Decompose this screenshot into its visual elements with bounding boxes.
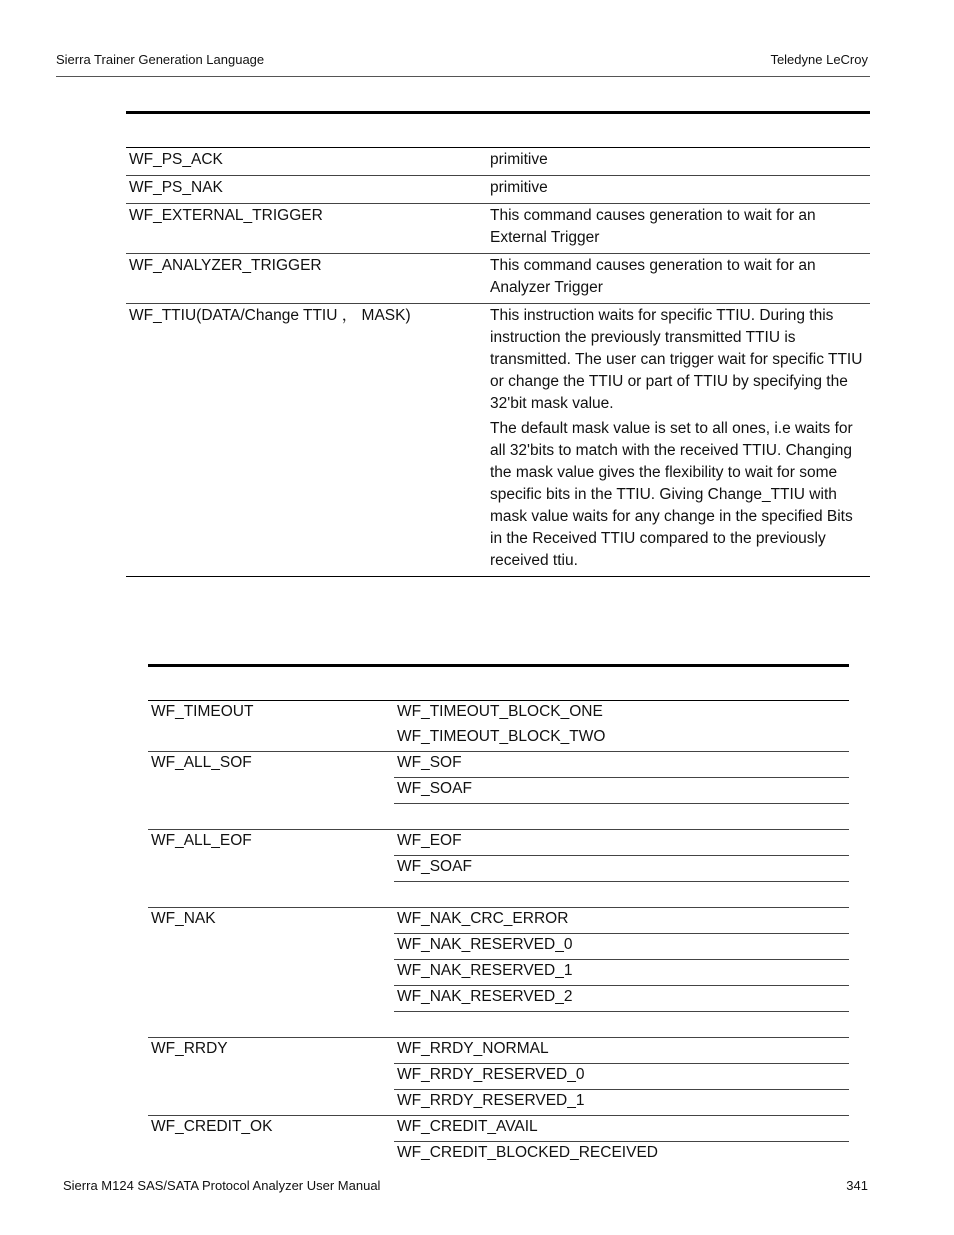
group-name: WF_ALL_SOF <box>148 752 394 830</box>
description-paragraph: This command causes generation to wait for an Analyzer Trigger <box>490 257 816 296</box>
table-row <box>148 752 849 778</box>
table-row <box>126 148 870 176</box>
running-header-company: Teledyne LeCroy <box>770 52 868 67</box>
command-description <box>487 304 870 577</box>
description-paragraph: This command causes generation to wait for an External Trigger <box>490 207 816 246</box>
table-row <box>148 908 849 934</box>
group-member: WF_TIMEOUT_BLOCK_TWO <box>394 726 849 752</box>
group-member: WF_NAK_RESERVED_0 <box>394 934 849 960</box>
wait-for-commands-table <box>126 111 870 577</box>
group-member <box>394 882 849 908</box>
group-name: WF_RRDY <box>148 1038 394 1116</box>
group-member: WF_EOF <box>394 830 849 856</box>
command-name: WF_ANALYZER_TRIGGER <box>126 254 487 304</box>
description-paragraph: The default mask value is set to all ones, i.e waits for all 32'bits to match with the received TTIU. Changing the mask value gives the flexibility to wait for some specific bits in the TTIU. Giving Change_TTIU with mask value waits for any change in the specified Bits in the Received TTIU compared to the previously received ttiu. <box>490 420 853 569</box>
group-member: WF_RRDY_RESERVED_0 <box>394 1064 849 1090</box>
group-member: WF_CREDIT_AVAIL <box>394 1116 849 1142</box>
group-member: WF_SOAF <box>394 778 849 804</box>
table-row <box>126 176 870 204</box>
wait-for-groups-table <box>148 664 849 1167</box>
group-member <box>394 804 849 830</box>
table-row <box>126 204 870 254</box>
command-name: WF_PS_NAK <box>126 176 487 204</box>
description-paragraph: primitive <box>490 151 548 168</box>
running-header-title: Sierra Trainer Generation Language <box>56 52 265 67</box>
table-row <box>148 1038 849 1064</box>
description-paragraph: This instruction waits for specific TTIU. During this instruction the previously transmitted TTIU is transmitted. The user can trigger wait for specific TTIU or change the TTIU or part of TTIU by specifying the 32'bit mask value. <box>490 307 863 412</box>
group-member: WF_NAK_CRC_ERROR <box>394 908 849 934</box>
description-paragraph: primitive <box>490 179 548 196</box>
group-member: WF_TIMEOUT_BLOCK_ONE <box>397 703 603 720</box>
table-row <box>126 254 870 304</box>
group-member: WF_RRDY_NORMAL <box>394 1038 849 1064</box>
group-member: WF_NAK_RESERVED_2 <box>394 986 849 1012</box>
command-description <box>487 176 870 204</box>
command-description <box>487 204 870 254</box>
command-description <box>487 254 870 304</box>
group-member: WF_RRDY_RESERVED_1 <box>394 1090 849 1116</box>
command-description <box>487 148 870 176</box>
group-name: WF_CREDIT_OK <box>148 1116 394 1168</box>
table-header-row <box>148 666 849 701</box>
command-name: WF_PS_ACK <box>126 148 487 176</box>
header-rule <box>56 76 870 77</box>
group-member <box>394 1012 849 1038</box>
command-name: WF_TTIU(DATA/Change TTIU ， MASK) <box>126 304 487 577</box>
footer-manual-title: Sierra M124 SAS/SATA Protocol Analyzer User Manual <box>63 1178 381 1193</box>
table-row <box>148 830 849 856</box>
group-member: WF_SOF <box>394 752 849 778</box>
table-header-row <box>126 113 870 148</box>
command-name: WF_EXTERNAL_TRIGGER <box>126 204 487 254</box>
group-member: WF_SOAF <box>394 856 849 882</box>
group-member: WF_NAK_RESERVED_1 <box>394 960 849 986</box>
group-name: WF_ALL_EOF <box>148 830 394 908</box>
table-row <box>126 304 870 577</box>
table-body <box>126 148 870 577</box>
page-number: 341 <box>846 1178 868 1193</box>
table-body <box>148 701 849 1168</box>
group-name: WF_TIMEOUT <box>151 703 254 720</box>
table-row <box>148 701 849 727</box>
table-row <box>148 1116 849 1142</box>
group-name: WF_NAK <box>148 908 394 1038</box>
group-member: WF_CREDIT_BLOCKED_RECEIVED <box>397 1144 658 1161</box>
